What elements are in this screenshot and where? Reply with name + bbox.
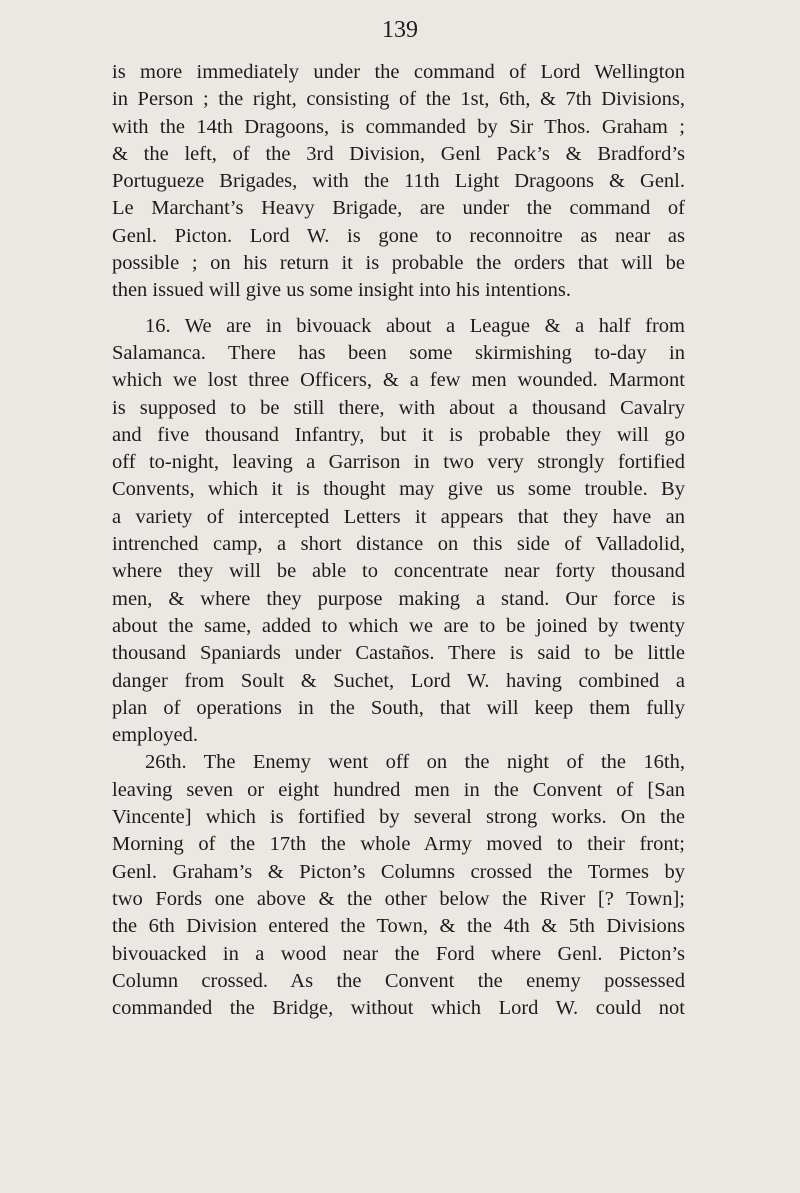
text-line: is more immediately under the command of Lord Wellington [112,61,685,83]
body-text [112,59,685,1022]
text-line: possible ; on his return it is probable the orders that will be [112,252,685,275]
text-line: off to-night, leaving a Garrison in two very strongly fortified [112,451,685,474]
text-line: which we lost three Officers, & a few men wounded. Marmont [112,369,685,392]
text-line: intrenched camp, a short distance on this side of Valladolid, [112,533,685,556]
text-line: and five thousand Infantry, but it is probable they will go [112,423,685,446]
text-line: employed. [112,724,198,747]
text-line: plan of operations in the South, that will keep them fully [112,696,685,719]
text-line: danger from Soult & Suchet, Lord W. having combined a [112,669,685,692]
paragraph [112,59,685,305]
text-line: about the same, added to which we are to be joined by twenty [112,614,685,637]
text-line: then issued will give us some insight into his intentions. [112,279,571,302]
text-line: bivouacked in a wood near the Ford where Genl. Picton’s [112,942,685,965]
text-line: Morning of the 17th the whole Army moved to their front; [112,833,685,856]
text-line: the 6th Division entered the Town, & the 4th & 5th Divisions [112,915,685,938]
page-number: 139 [382,17,418,43]
text-line: Genl. Picton. Lord W. is gone to reconnoitre as near as [112,224,685,247]
paragraph [112,749,685,1022]
text-line: 26th. The Enemy went off on the night of the 16th, [145,751,685,774]
text-line: Salamanca. There has been some skirmishing to-day in [112,341,685,364]
text-line: with the 14th Dragoons, is commanded by Sir Thos. Graham ; [112,115,685,138]
paragraph [112,313,685,750]
text-line: Le Marchant’s Heavy Brigade, are under the command of [112,197,685,220]
text-line: Column crossed. As the Convent the enemy possessed [112,969,685,992]
text-line: where they will be able to concentrate near forty thousand [112,560,685,583]
text-line: commanded the Bridge, without which Lord W. could not [112,997,685,1020]
text-line: thousand Spaniards under Castaños. There is said to be little [112,642,685,665]
text-line: a variety of intercepted Letters it appears that they have an [112,505,685,528]
text-line: men, & where they purpose making a stand. Our force is [112,587,685,610]
text-line: Portugueze Brigades, with the 11th Light Dragoons & Genl. [112,170,685,193]
text-line: & the left, of the 3rd Division, Genl Pack’s & Bradford’s [112,142,685,165]
text-line: Vincente] which is fortified by several strong works. On the [112,806,685,829]
text-line: Genl. Graham’s & Picton’s Columns crossed the Tormes by [112,860,685,883]
text-line: leaving seven or eight hundred men in the Convent of [San [112,778,685,801]
text-line: Convents, which it is thought may give us some trouble. By [112,478,685,501]
text-line: two Fords one above & the other below the River [? Town]; [112,887,685,910]
text-line: is supposed to be still there, with about a thousand Cavalry [112,396,685,419]
text-line: 16. We are in bivouack about a League & a half from [145,314,685,337]
text-line: in Person ; the right, consisting of the 1st, 6th, & 7th Divisions, [112,88,685,111]
